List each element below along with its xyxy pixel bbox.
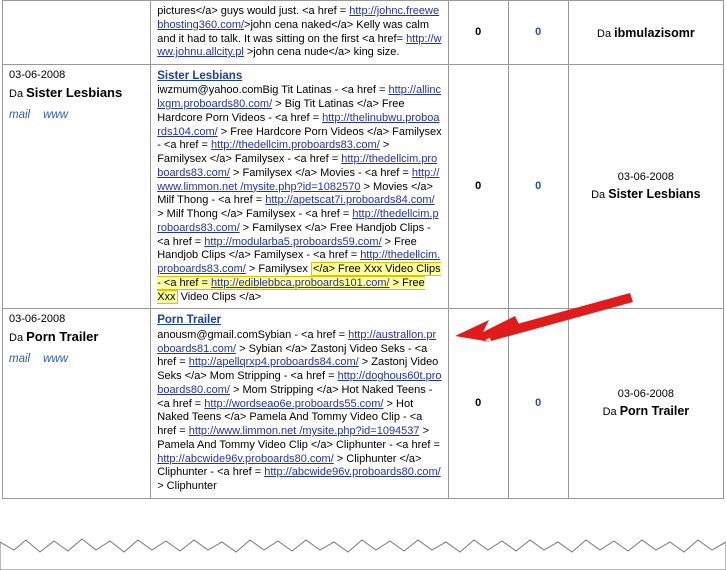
last-post-author-name: Porn Trailer xyxy=(619,403,690,418)
body-link[interactable]: http://apellqrxp4.proboards84.com/ xyxy=(188,356,359,369)
replies-count: 0 xyxy=(448,309,508,498)
body-link[interactable]: http://johnc.freewebhosting360.com/ xyxy=(157,5,440,31)
body-link[interactable]: http://doghous60t.proboards80.com/ xyxy=(157,370,442,396)
last-post-author xyxy=(575,404,717,420)
post-author-prefix: Da xyxy=(9,87,24,100)
last-post-prefix: Da xyxy=(597,27,612,40)
post-author-name: Sister Lesbians xyxy=(26,84,123,100)
views-count: 0 xyxy=(508,309,568,498)
post-author-prefix: Da xyxy=(9,332,24,345)
author-www-link[interactable]: www xyxy=(43,108,69,121)
views-count: 0 xyxy=(508,65,568,309)
body-link[interactable]: http://thedellcim.proboards83.com/ xyxy=(157,249,441,276)
body-link[interactable]: http://thedellcim.proboards83.com/ xyxy=(211,139,380,152)
last-post-author xyxy=(575,187,717,203)
body-link[interactable]: http://wordseao6e.proboards55.com/ xyxy=(204,397,384,410)
body-link[interactable]: http://thedellcim.proboards83.com/ xyxy=(157,208,439,234)
last-post-author xyxy=(575,26,717,42)
forum-posts-table xyxy=(2,0,724,499)
post-body-cell xyxy=(151,1,448,65)
body-link[interactable]: http://abcwide96v.proboards80.com/ xyxy=(157,452,334,465)
body-link[interactable]: http://www.limmon.net /mysite.php?id=1094537 xyxy=(188,425,420,437)
topic-title-link[interactable]: Porn Trailer xyxy=(157,314,222,327)
last-post-date: 03-06-2008 xyxy=(617,170,675,183)
post-author xyxy=(9,85,144,102)
replies-count: 0 xyxy=(448,1,508,65)
last-post-date: 03-06-2008 xyxy=(617,387,675,400)
post-author-name: Porn Trailer xyxy=(26,329,99,345)
table-row xyxy=(3,1,724,65)
post-author-cell xyxy=(3,309,151,498)
last-post-cell xyxy=(568,309,723,498)
body-link[interactable]: http://australlon.proboards81.com/ xyxy=(157,328,437,355)
body-link-highlighted[interactable]: http://ediblebbca.proboards101.com/ xyxy=(211,276,390,289)
post-author-cell xyxy=(3,1,151,65)
last-post-prefix: Da xyxy=(602,405,617,418)
table-row xyxy=(3,309,724,498)
author-mail-link[interactable]: mail xyxy=(9,352,31,365)
post-author-cell xyxy=(3,65,151,309)
body-link[interactable]: http://thelinubwu.proboards104.com/ xyxy=(157,111,440,138)
last-post-prefix: Da xyxy=(591,188,606,201)
last-post-cell xyxy=(568,65,723,309)
views-count: 0 xyxy=(508,1,568,65)
body-link[interactable]: http://abcwide96v.proboards80.com/ xyxy=(264,466,441,479)
body-link[interactable]: http://allinclxgm.proboards80.com/ xyxy=(157,84,442,111)
post-body-text: anousm@gmail.comSybian - <a href = http://australlon.proboards81.com/ > Sybian </a> Zastonj Video Seks - <a href = http://apellqrxp4.proboards84.com/ > Zastonj Video Seks </a> Mom Stripping - <a href = http://doghous60t.proboards80.com/ > Mom Stripping </a> Hot Naked Teens - <a href = http://wordseao6e.proboards55.com/ > Hot Naked Teens </a> Pamela And Tommy Video Clip - <a href = http://www.limmon.net /mysite.php?id=1094537 > Pamela And Tommy Video Clip </a> Cliphunter - <a href = http://abcwide96v.proboards80.com/ > Cliphunter </a> Cliphunter - <a href = http://abcwide96v.proboards80.com/ > Cliphunter xyxy=(157,328,442,492)
highlighted-text: </a> Free Xxx Video Clips - <a href = http://ediblebbca.proboards101.com/ > Free Xxx xyxy=(157,263,441,303)
body-link[interactable]: http://apetscat7i.proboards84.com/ xyxy=(265,194,435,207)
topic-title-link[interactable]: Sister Lesbians xyxy=(157,70,243,82)
post-author xyxy=(9,329,144,346)
post-body-text: pictures</a> guys would just. <a href = http://johnc.freewebhosting360.com/>john cena naked</a> Kelly was calm and it had to talk. It was sitting on the first <a href= http://www.johnu.allcity.pl >john cena nude</a> king size. xyxy=(157,5,442,59)
author-www-link[interactable]: www xyxy=(43,352,69,365)
author-mail-link[interactable]: mail xyxy=(9,108,31,121)
last-post-cell xyxy=(568,1,723,65)
post-date: 03-06-2008 xyxy=(9,313,66,326)
last-post-author-name: Sister Lesbians xyxy=(608,186,701,201)
body-link[interactable]: http://thedellcim.proboards83.com/ xyxy=(157,153,438,179)
table-row xyxy=(3,65,724,309)
body-link[interactable]: http://modularba5.proboards59.com/ xyxy=(204,235,382,248)
last-post-author-name: ibmulazisomr xyxy=(614,25,695,40)
author-action-links xyxy=(9,352,144,367)
body-link[interactable]: http://www.johnu.allcity.pl xyxy=(157,32,442,59)
replies-count: 0 xyxy=(448,65,508,309)
post-date: 03-06-2008 xyxy=(9,69,66,81)
author-action-links xyxy=(9,108,144,123)
post-body-cell xyxy=(151,65,448,309)
post-body-cell xyxy=(151,309,448,498)
body-link[interactable]: http://www.limmon.net /mysite.php?id=1082570 xyxy=(157,166,440,193)
torn-paper-edge xyxy=(0,536,726,570)
post-body-text: iwzmum@yahoo.comBig Tit Latinas - <a href = http://allinclxgm.proboards80.com/ > Big Tit Latinas </a> Free Hardcore Porn Videos - <a href = http://thelinubwu.proboards104.com/ > Free Hardcore Porn Videos </a> Familysex - <a href = http://thedellcim.proboards83.com/ > Familysex </a> Familysex - <a href = http://thedellcim.proboards83.com/ > Familysex </a> Movies - <a href = http://www.limmon.net /mysite.php?id=1082570 > Movies </a> Milf Thong - <a href = http://apetscat7i.proboards84.com/ > Milf Thong </a> Familysex - <a href = http://thedellcim.proboards83.com/ > Familysex </a> Free Handjob Clips - <a href = http://modularba5.proboards59.com/ > Free Handjob Clips </a> Familysex - <a href = http://thedellcim.proboards83.com/ > Familysex </a> Free Xxx Video Clips - <a href = http://ediblebbca.proboards101.com/ > Free Xxx Video Clips </a> xyxy=(157,84,442,303)
